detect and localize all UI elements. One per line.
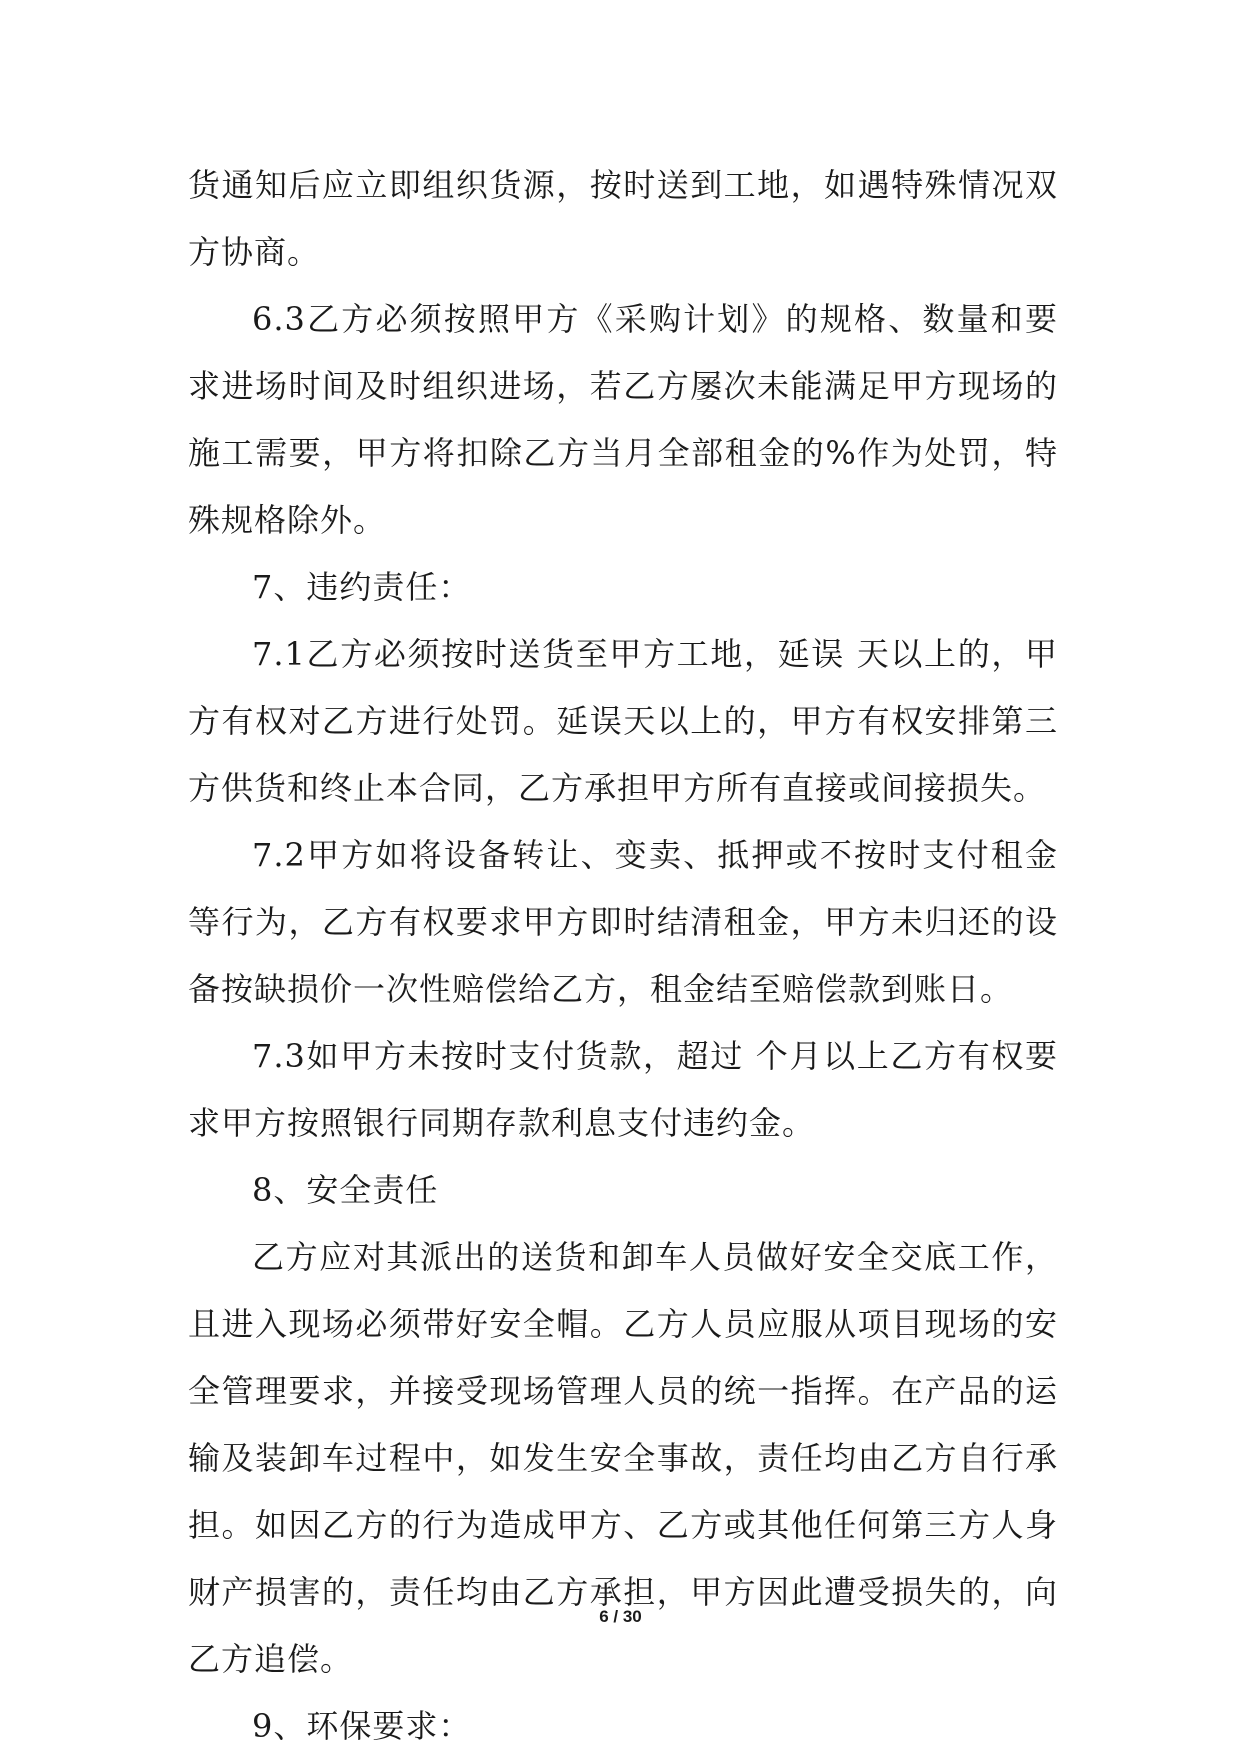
section-heading-environmental-requirements: 9、环保要求： [252, 1707, 472, 1745]
section-heading-breach-liability: 7、违约责任： [252, 568, 472, 606]
section-heading-safety-responsibility: 8、安全责任 [252, 1171, 439, 1209]
document-body [188, 152, 1058, 1760]
page-number: 6 / 30 [599, 1607, 642, 1626]
clause-7-3: 7.3如甲方未按时支付货款，超过 个月以上乙方有权要求甲方按照银行同期存款利息支付违约金。 [188, 1037, 1058, 1142]
paragraph-continuation: 货通知后应立即组织货源，按时送到工地，如遇特殊情况双方协商。 [188, 166, 1058, 271]
clause-6-3: 6.3乙方必须按照甲方《采购计划》的规格、数量和要求进场时间及时组织进场，若乙方屡次未能满足甲方现场的施工需要，甲方将扣除乙方当月全部租金的%作为处罚，特殊规格除外。 [188, 300, 1058, 539]
clause-7-1: 7.1乙方必须按时送货至甲方工地，延误 天以上的，甲方有权对乙方进行处罚。延误天以上的，甲方有权安排第三方供货和终止本合同，乙方承担甲方所有直接或间接损失。 [188, 635, 1058, 807]
safety-responsibility-body: 乙方应对其派出的送货和卸车人员做好安全交底工作，且进入现场必须带好安全帽。乙方人员应服从项目现场的安全管理要求，并接受现场管理人员的统一指挥。在产品的运输及装卸车过程中，如发生安全事故，责任均由乙方自行承担。如因乙方的行为造成甲方、乙方或其他任何第三方人身财产损害的，责任均由乙方承担，甲方因此遭受损失的，向乙方追偿。 [188, 1238, 1058, 1678]
clause-7-2: 7.2甲方如将设备转让、变卖、抵押或不按时支付租金等行为，乙方有权要求甲方即时结清租金，甲方未归还的设备按缺损价一次性赔偿给乙方，租金结至赔偿款到账日。 [188, 836, 1058, 1008]
